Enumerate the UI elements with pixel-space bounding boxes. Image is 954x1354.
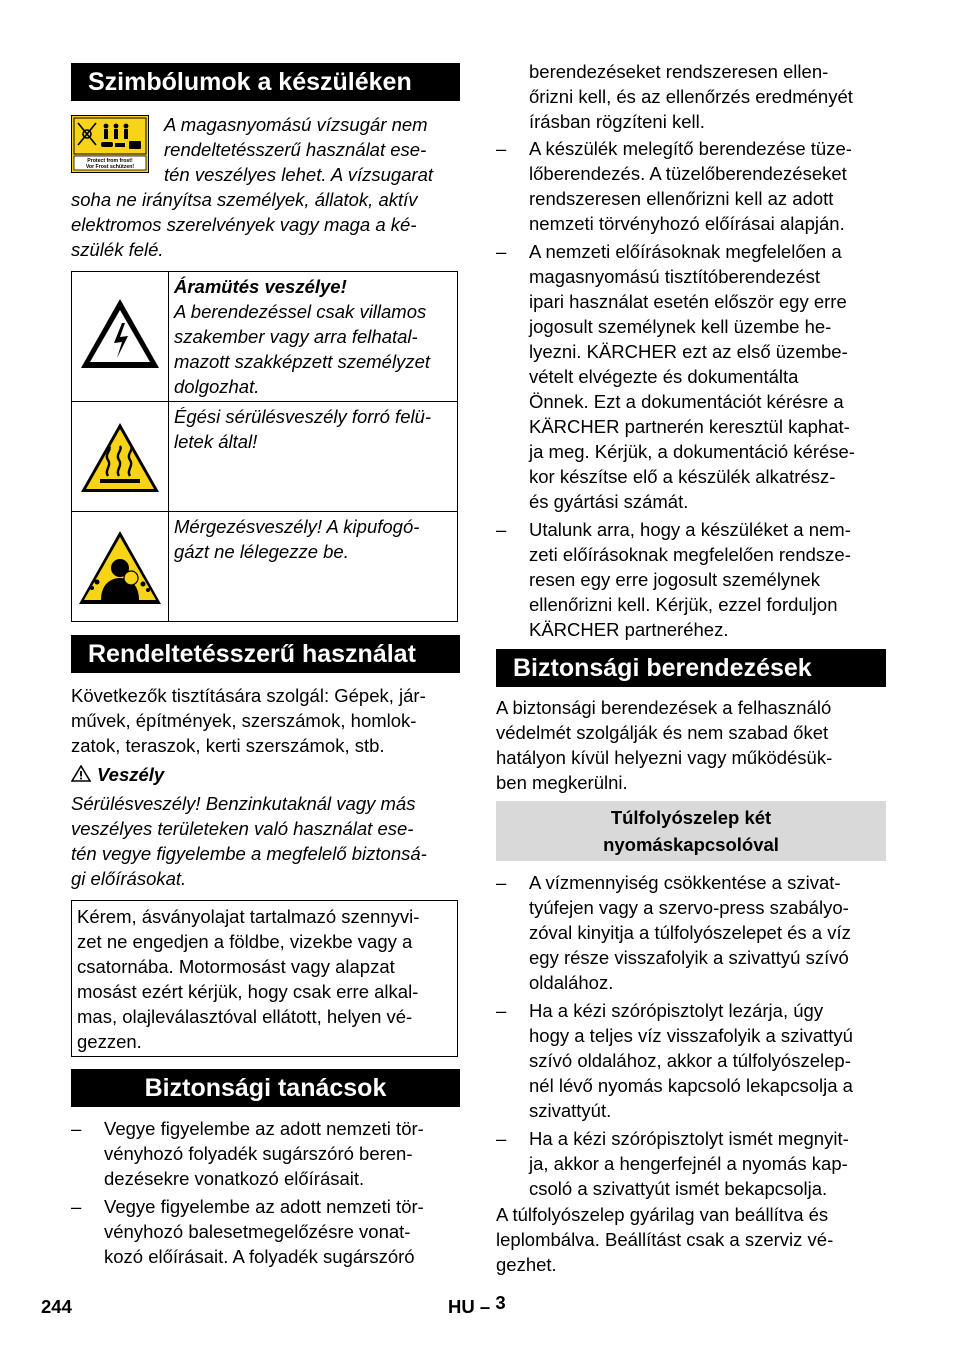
symbols-intro-line-3: tén veszélyes lehet. A vízsugarat — [164, 164, 434, 185]
usage-heading: Rendeltetésszerű használat — [71, 635, 460, 673]
devices-line-2: védelmét szolgálják és nem szabad őket — [496, 722, 829, 743]
hot-surface-warning-line-1: Égési sérülésveszély forró felü- — [174, 406, 432, 427]
subheading-line-1: Túlfolyószelep két — [610, 807, 772, 828]
req-item-2-line-6: vételt elvégezte és dokumentálta — [529, 366, 799, 387]
closing-line-1: A túlfolyószelep gyárilag van beállítva és — [496, 1204, 829, 1225]
danger-label-row — [71, 762, 460, 787]
list-item — [496, 1126, 886, 1201]
electric-warning-line-1: A berendezéssel csak villamos — [174, 301, 427, 322]
valve-item-2-line-1: Ha a kézi szórópisztolyt lezárja, úgy — [529, 1000, 824, 1021]
warning-triangle-icon — [71, 765, 91, 782]
symbols-intro-line-5: elektromos szerelvények vagy maga a ké- — [71, 214, 417, 235]
env-line-6: gezzen. — [77, 1031, 142, 1052]
safety-list — [71, 1116, 460, 1269]
req-item-2-line-8: KÄRCHER partnerén keresztül kaphat- — [529, 416, 850, 437]
req-item-2-line-10: kor készítse elő a készülék alkatrész- — [529, 466, 836, 487]
warning-row-hot-surface — [72, 402, 458, 512]
valve-item-1-line-3: zóval kinyitja a túlfolyószelepet és a víz — [529, 922, 851, 943]
list-item — [71, 1116, 460, 1191]
symbols-heading: Szimbólumok a készüléken — [71, 63, 460, 101]
toxic-fumes-warning-icon — [75, 528, 165, 608]
warning-row-toxic — [72, 512, 458, 622]
frost-label-text-2: Vor Frost schützen! — [85, 164, 135, 170]
list-item — [496, 517, 886, 642]
footer-separator: – — [479, 1296, 491, 1317]
electric-warning-line-3: mazott szakképzett személyzet — [174, 351, 431, 372]
safety-item-1-line-3: dezésekre vonatkozó előírásait. — [104, 1168, 365, 1189]
list-dash: – — [496, 241, 507, 262]
list-dash: – — [71, 1118, 82, 1139]
safety-item-2-line-1: Vegye figyelembe az adott nemzeti tör- — [104, 1196, 424, 1217]
safety-item-2-line-2: vényhozó balesetmegelőzésre vonat- — [104, 1221, 411, 1242]
req-item-2-line-5: lyezni. KÄRCHER ezt az első üzembe- — [529, 341, 848, 362]
list-dash: – — [496, 1000, 507, 1021]
req-item-1-line-4: nemzeti törvényhozó előírásai alapján. — [529, 213, 845, 234]
valve-item-2-line-3: szívó oldalához, akkor a túlfolyószelep- — [529, 1050, 851, 1071]
safety-heading: Biztonsági tanácsok — [71, 1069, 460, 1107]
req-item-2-line-3: ipari használat esetén először egy erre — [529, 291, 847, 312]
footer-section — [448, 1292, 506, 1318]
req-item-3-line-4: ellenőrizni kell. Kérjük, ezzel forduljon — [529, 594, 838, 615]
symbols-intro-line-2: rendeltetésszerű használat ese- — [164, 139, 427, 160]
danger-line-2: veszélyes területeken való használat ese- — [71, 818, 414, 839]
req-item-3-line-3: resen egy erre jogosult személynek — [529, 569, 821, 590]
usage-line-3: zatok, teraszok, kerti szerszámok, stb. — [71, 735, 385, 756]
list-dash: – — [71, 1196, 82, 1217]
req-item-1-line-2: lőberendezés. A tüzelőberendezéseket — [529, 163, 847, 184]
env-line-5: mas, olajleválasztóval ellátott, helyen vé- — [77, 1006, 413, 1027]
danger-line-4: gi előírásokat. — [71, 868, 187, 889]
valve-list — [496, 870, 886, 1201]
valve-item-1-line-5: oldalához. — [529, 972, 614, 993]
subheading-line-2: nyomáskapcsolóval — [603, 834, 779, 855]
danger-line-3: tén vegye figyelembe a megfelelő biztonsá- — [71, 843, 427, 864]
usage-line-1: Következők tisztítására szolgál: Gépek, jár- — [71, 685, 426, 706]
req-item-2-line-7: Önnek. Ezt a dokumentációt kérésre a — [529, 391, 844, 412]
req-item-3-line-5: KÄRCHER partneréhez. — [529, 619, 729, 640]
continued-line-2: őrizni kell, és az ellenőrzés eredményét — [529, 86, 853, 107]
list-dash: – — [496, 872, 507, 893]
footer-section-page: 3 — [495, 1292, 506, 1313]
env-line-2: zet ne engedjen a földbe, vizekbe vagy a — [77, 931, 413, 952]
toxic-warning-line-1: Mérgezésveszély! A kipufogó- — [174, 516, 420, 537]
list-item — [496, 998, 886, 1123]
requirements-list — [496, 136, 886, 642]
continued-line-1: berendezéseket rendszeresen ellen- — [529, 61, 829, 82]
valve-item-2-line-5: szivattyút. — [529, 1100, 612, 1121]
danger-label: Veszély — [97, 764, 165, 785]
req-item-2-line-4: jogosult személynek kell üzembe he- — [529, 316, 832, 337]
req-item-3-line-1: Utalunk arra, hogy a készüléket a nem- — [529, 519, 851, 540]
req-item-2-line-1: A nemzeti előírásoknak megfelelően a — [529, 241, 842, 262]
closing-line-2: leplombálva. Beállítást csak a szerviz vé- — [496, 1229, 834, 1250]
valve-item-1-line-2: tyúfejen vagy a szervo-press szabályo- — [529, 897, 849, 918]
valve-item-3-line-2: ja, akkor a hengerfejnél a nyomás kap- — [529, 1153, 848, 1174]
danger-line-1: Sérülésveszély! Benzinkutaknál vagy más — [71, 793, 416, 814]
toxic-warning-line-2: gázt ne lélegezze be. — [174, 541, 349, 562]
req-item-2-line-2: magasnyomású tisztítóberendezést — [529, 266, 821, 287]
closing-line-3: gezhet. — [496, 1254, 557, 1275]
env-line-4: mosást ezért kérjük, hogy csak erre alkal- — [77, 981, 419, 1002]
page-number: 244 — [41, 1296, 72, 1317]
electric-warning-line-4: dolgozhat. — [174, 376, 260, 397]
list-dash: – — [496, 138, 507, 159]
valve-item-2-line-2: hogy a teljes víz visszafolyik a szivattyú — [529, 1025, 853, 1046]
devices-line-1: A biztonsági berendezések a felhasználó — [496, 697, 832, 718]
safety-item-2-line-3: kozó előírásait. A folyadék sugárszóró — [104, 1246, 415, 1267]
req-item-2-line-9: ja meg. Kérjük, a dokumentáció kérése- — [529, 441, 855, 462]
hot-surface-warning-icon — [78, 420, 162, 496]
safety-devices-heading: Biztonsági berendezések — [496, 649, 886, 687]
symbols-intro-line-6: szülék felé. — [71, 239, 164, 260]
electric-warning-line-2: szakember vagy arra felhatal- — [174, 326, 418, 347]
electric-shock-warning-icon — [78, 296, 162, 372]
list-dash: – — [496, 1128, 507, 1149]
warning-row-electric — [72, 272, 458, 402]
req-item-2-line-11: és gyártási számát. — [529, 491, 689, 512]
environment-notice-box — [71, 900, 458, 1057]
continued-line-3: írásban rögzíteni kell. — [529, 111, 705, 132]
symbols-intro-line-4: soha ne irányítsa személyek, állatok, aktív — [71, 189, 418, 210]
symbols-intro-line-1: A magasnyomású vízsugár nem — [164, 114, 428, 135]
list-dash: – — [496, 519, 507, 540]
device-warning-label-icon — [71, 115, 149, 173]
list-item — [71, 1194, 460, 1269]
valve-item-2-line-4: nél lévő nyomás kapcsoló lekapcsolja a — [529, 1075, 853, 1096]
valve-item-1-line-1: A vízmennyiség csökkentése a szivat- — [529, 872, 841, 893]
valve-item-1-line-4: egy része visszafolyik a szivattyú szívó — [529, 947, 849, 968]
frost-label-text-1: Protect from frost! — [87, 158, 133, 164]
list-item — [496, 136, 886, 236]
list-item — [496, 870, 886, 995]
overflow-valve-subheading — [496, 801, 886, 861]
env-line-1: Kérem, ásványolajat tartalmazó szennyvi- — [77, 906, 420, 927]
devices-line-4: ben megkerülni. — [496, 772, 628, 793]
safety-item-1-line-1: Vegye figyelembe az adott nemzeti tör- — [104, 1118, 424, 1139]
valve-item-3-line-1: Ha a kézi szórópisztolyt ismét megnyit- — [529, 1128, 849, 1149]
req-item-1-line-1: A készülék melegítő berendezése tüze- — [529, 138, 852, 159]
req-item-3-line-2: zeti előírásoknak megfelelően rendsze- — [529, 544, 851, 565]
valve-item-3-line-3: csoló a szivattyút ismét bekapcsolja. — [529, 1178, 828, 1199]
warning-table — [71, 271, 458, 622]
req-item-1-line-3: rendszeresen ellenőrizni kell az adott — [529, 188, 834, 209]
devices-line-3: hatályon kívül helyezni vagy működésük- — [496, 747, 833, 768]
hot-surface-warning-line-2: letek által! — [174, 431, 258, 452]
env-line-3: csatornába. Motormosást vagy alapzat — [77, 956, 395, 977]
safety-item-1-line-2: vényhozó folyadék sugárszóró beren- — [104, 1143, 413, 1164]
usage-line-2: művek, építmények, szerszámok, homlok- — [71, 710, 417, 731]
electric-warning-title: Áramütés veszélye! — [174, 276, 347, 297]
list-item — [496, 239, 886, 514]
footer-lang: HU — [448, 1296, 475, 1317]
